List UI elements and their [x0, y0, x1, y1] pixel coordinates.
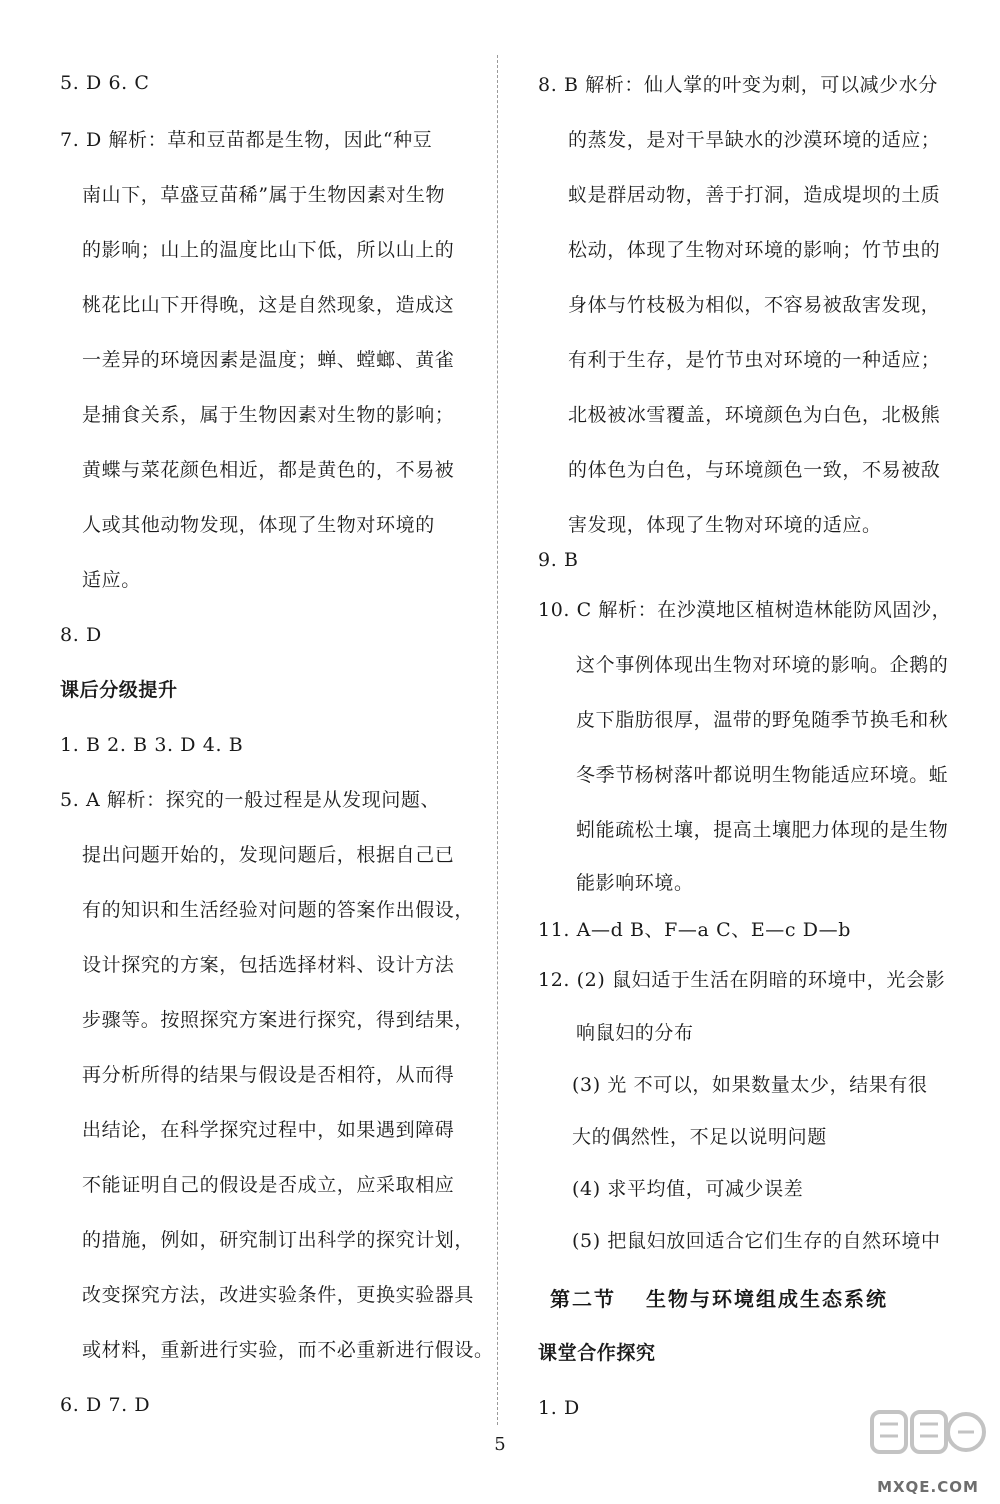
- answer-line: 12. (2) 鼠妇适于生活在阴暗的环境中，光会影: [538, 969, 946, 991]
- answer-line: 或材料，重新进行实验，而不必重新进行假设。: [82, 1339, 494, 1361]
- answer-line: 出结论，在科学探究过程中，如果遇到障碍: [82, 1119, 455, 1141]
- section-number: 第二节: [550, 1287, 616, 1311]
- answer-line: 黄蝶与菜花颜色相近，都是黄色的，不易被: [82, 459, 455, 481]
- answer-line: 再分析所得的结果与假设是否相符，从而得: [82, 1064, 455, 1086]
- answer-line: 有的知识和生活经验对问题的答案作出假设，: [82, 899, 475, 921]
- answer-line: 5. D 6. C: [60, 72, 150, 94]
- answer-line: 1. B 2. B 3. D 4. B: [60, 734, 244, 756]
- answer-line: 9. B: [538, 549, 579, 571]
- answer-line: 8. D: [60, 624, 102, 646]
- answer-line: 1. D: [538, 1397, 580, 1419]
- section-title: [550, 1286, 888, 1312]
- answer-line: 是捕食关系，属于生物因素对生物的影响；: [82, 404, 455, 426]
- answer-line: (4) 求平均值，可减少误差: [572, 1178, 804, 1200]
- answer-line: 蚁是群居动物，善于打洞，造成堤坝的土质: [568, 184, 941, 206]
- answer-line: 10. C 解析：在沙漠地区植树造林能防风固沙，: [538, 599, 952, 621]
- watermark-text: MXQE.COM: [877, 1478, 979, 1496]
- answer-line: 5. A 解析：探究的一般过程是从发现问题、: [60, 789, 441, 811]
- answer-line: 蚓能疏松土壤，提高土壤肥力体现的是生物: [576, 819, 949, 841]
- answer-line: 的蒸发，是对干旱缺水的沙漠环境的适应；: [568, 129, 941, 151]
- answer-line: 提出问题开始的，发现问题后，根据自己已: [82, 844, 455, 866]
- answer-line: 8. B 解析：仙人掌的叶变为刺，可以减少水分: [538, 74, 938, 96]
- answer-line: (5) 把鼠妇放回适合它们生存的自然环境中: [572, 1230, 941, 1252]
- answer-line: 害发现，体现了生物对环境的适应。: [568, 514, 882, 536]
- answer-line: 设计探究的方案，包括选择材料、设计方法: [82, 954, 455, 976]
- answer-line: 11. A—d B、F—a C、E—c D—b: [538, 919, 851, 941]
- answer-line: 松动，体现了生物对环境的影响；竹节虫的: [568, 239, 941, 261]
- answer-line: 大的偶然性，不足以说明问题: [572, 1126, 827, 1148]
- answer-line: 不能证明自己的假设是否成立，应采取相应: [82, 1174, 455, 1196]
- answer-line: 一差异的环境因素是温度；蝉、螳螂、黄雀: [82, 349, 455, 371]
- answer-line: 这个事例体现出生物对环境的影响。企鹅的: [576, 654, 949, 676]
- answer-line: 身体与竹枝极为相似，不容易被敌害发现，: [568, 294, 941, 316]
- answer-line: 的体色为白色，与环境颜色一致，不易被敌: [568, 459, 941, 481]
- answer-line: 有利于生存，是竹节虫对环境的一种适应；: [568, 349, 941, 371]
- subsection-heading: 课堂合作探究: [538, 1342, 656, 1364]
- answer-line: 的措施，例如，研究制订出科学的探究计划，: [82, 1229, 475, 1251]
- answer-line: 桃花比山下开得晚，这是自然现象，造成这: [82, 294, 455, 316]
- answer-line: 南山下，草盛豆苗稀”属于生物因素对生物: [82, 184, 446, 206]
- answer-line: 皮下脂肪很厚，温带的野兔随季节换毛和秋: [576, 709, 949, 731]
- answer-line: 改变探究方法，改进实验条件，更换实验器具: [82, 1284, 475, 1306]
- answer-line: 能影响环境。: [576, 872, 694, 894]
- answer-line: 冬季节杨树落叶都说明生物能适应环境。蚯: [576, 764, 949, 786]
- section-name: 生物与环境组成生态系统: [646, 1287, 888, 1311]
- answer-line: 7. D 解析：草和豆苗都是生物，因此“种豆: [60, 129, 433, 151]
- subsection-heading: 课后分级提升: [60, 679, 178, 701]
- answer-line: 的影响；山上的温度比山下低，所以山上的: [82, 239, 455, 261]
- answer-line: 北极被冰雪覆盖，环境颜色为白色，北极熊: [568, 404, 941, 426]
- answer-line: 适应。: [82, 569, 141, 591]
- answer-line: 6. D 7. D: [60, 1394, 151, 1416]
- answer-line: 响鼠妇的分布: [576, 1022, 694, 1044]
- answer-line: (3) 光 不可以，如果数量太少，结果有很: [572, 1074, 928, 1096]
- page-number: 5: [494, 1434, 506, 1455]
- answer-line: 步骤等。按照探究方案进行探究，得到结果，: [82, 1009, 475, 1031]
- answer-line: 人或其他动物发现，体现了生物对环境的: [82, 514, 435, 536]
- column-divider: [497, 55, 498, 1425]
